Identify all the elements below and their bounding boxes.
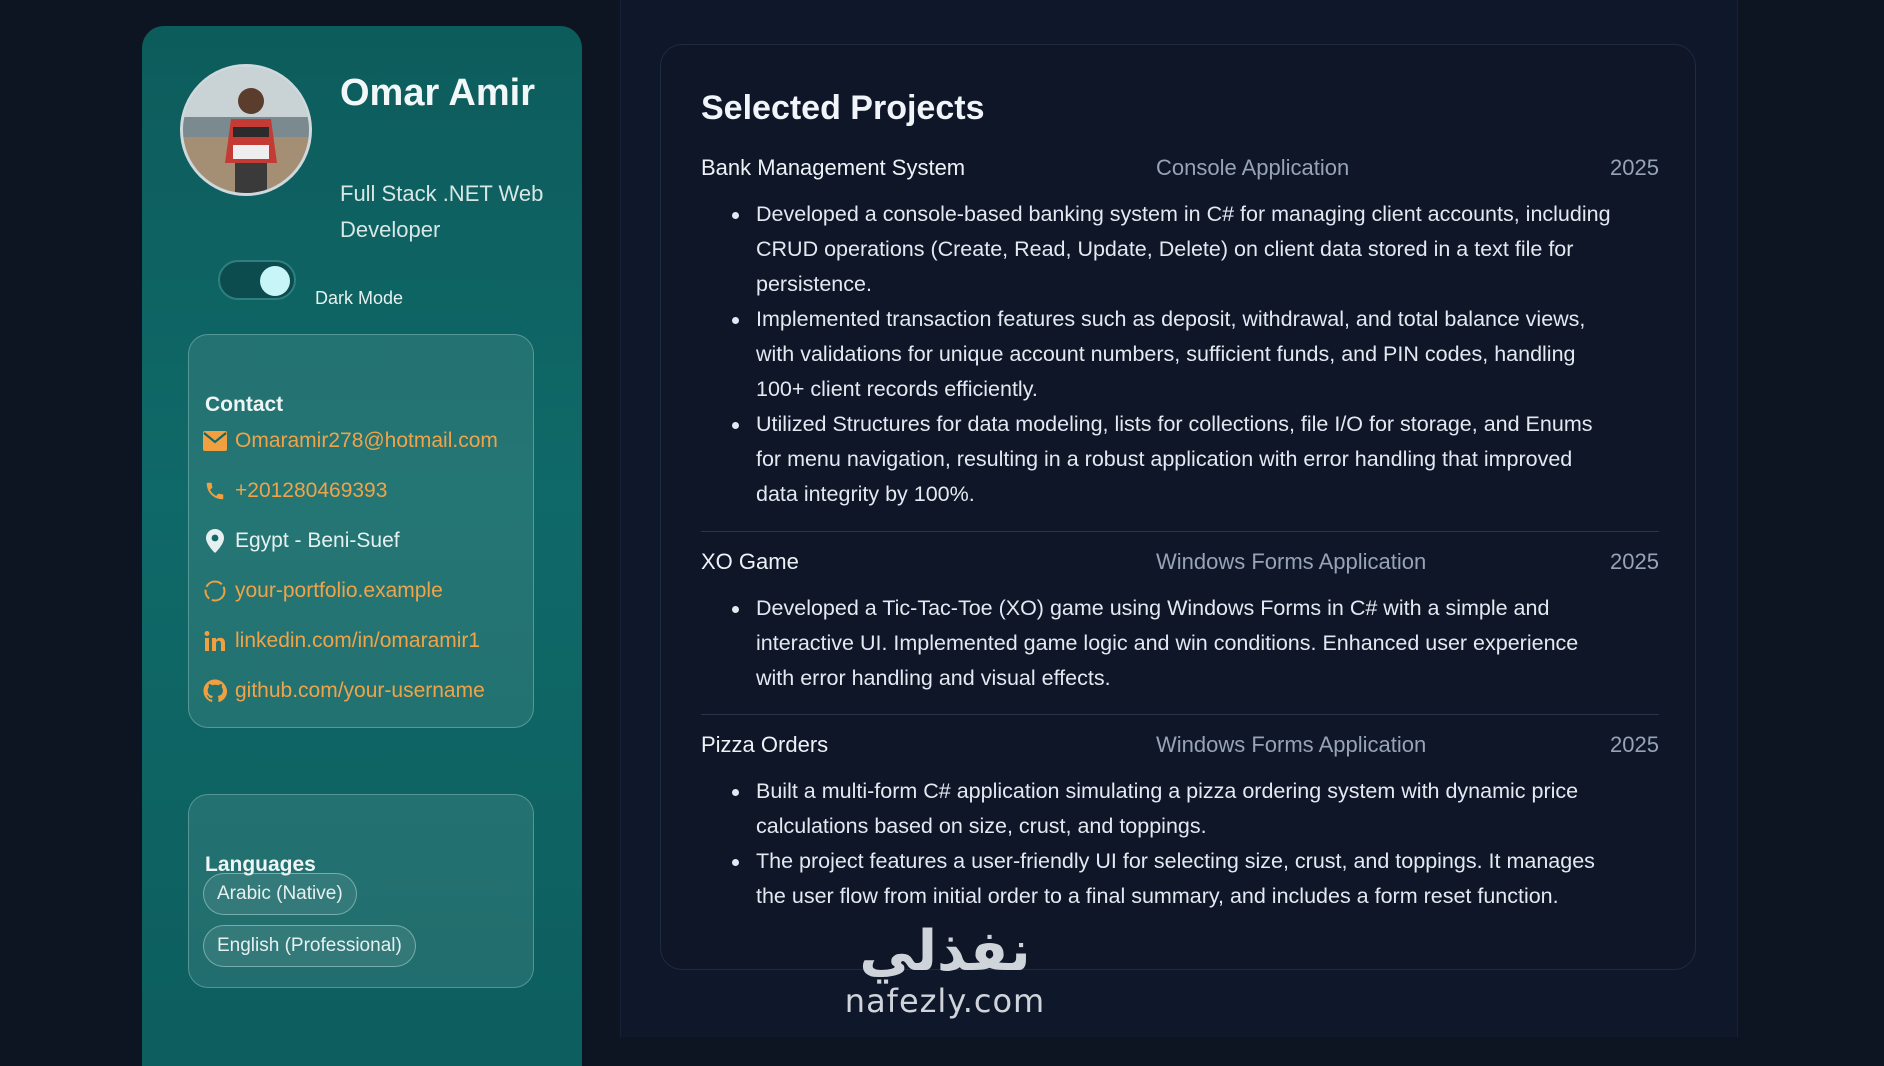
github-icon <box>203 678 227 704</box>
languages-card <box>188 794 534 988</box>
project-type: Windows Forms Application <box>1156 732 1427 757</box>
project-header <box>701 728 1659 762</box>
contact-title: Contact <box>205 393 284 416</box>
project-type: Console Application <box>1156 155 1350 180</box>
contact-portfolio-text: your-portfolio.example <box>235 579 443 602</box>
project-year: 2025 <box>1610 549 1659 574</box>
contact-phone[interactable] <box>203 475 387 507</box>
location-pin-icon <box>203 528 227 554</box>
project-name: Bank Management System <box>701 155 966 180</box>
projects-title: Selected Projects <box>701 89 985 127</box>
project-bullet: Developed a console-based banking system in C# for managing client accounts, including CRUD operations (Create, Read, Update, Delete) on client data stored in a text file for persistence. <box>756 197 1659 302</box>
contact-github[interactable] <box>203 675 485 707</box>
projects-card <box>660 44 1696 970</box>
project-type: Windows Forms Application <box>1156 549 1427 574</box>
dark-mode-toggle-knob <box>260 266 290 296</box>
profile-role: Full Stack .NET Web Developer <box>340 181 544 242</box>
sidebar <box>142 26 582 1066</box>
contact-location-text: Egypt - Beni-Suef <box>235 529 400 552</box>
language-pill-arabic: Arabic (Native) <box>203 873 357 915</box>
contact-phone-text: +201280469393 <box>235 479 388 502</box>
contact-location <box>203 525 400 557</box>
project-divider <box>701 531 1659 532</box>
project-year: 2025 <box>1610 155 1659 180</box>
language-pill-english: English (Professional) <box>203 925 416 967</box>
dark-mode-toggle[interactable] <box>218 260 296 300</box>
project-bullet: Implemented transaction features such as deposit, withdrawal, and total balance views, with validations for unique account numbers, sufficient funds, and PIN codes, handling 100+ client records efficiently. <box>756 302 1659 407</box>
email-icon <box>203 428 227 454</box>
contact-github-text: github.com/your-username <box>235 679 485 702</box>
contact-email-text: Omaramir278@hotmail.com <box>235 429 498 452</box>
watermark-arabic: نفذلي <box>859 919 1031 984</box>
project-divider <box>701 714 1659 715</box>
contact-portfolio[interactable] <box>203 575 443 607</box>
contact-email[interactable] <box>203 425 498 457</box>
watermark-latin: nafezly.com <box>844 982 1046 1020</box>
project-bullet: The project features a user-friendly UI for selecting size, crust, and toppings. It manages the user flow from initial order to a final summary, and includes a form reset function. <box>756 844 1659 914</box>
languages-title: Languages <box>205 853 316 876</box>
project-bullets <box>701 774 1659 914</box>
globe-icon <box>203 578 227 604</box>
project-bullets <box>701 591 1659 696</box>
project-header <box>701 545 1659 579</box>
project-bullets <box>701 197 1659 512</box>
project-bullet: Built a multi-form C# application simulating a pizza ordering system with dynamic price calculations based on size, crust, and toppings. <box>756 774 1659 844</box>
profile-name: Omar Amir <box>340 72 535 114</box>
linkedin-icon <box>203 628 227 654</box>
project-name: XO Game <box>701 549 799 574</box>
contact-linkedin[interactable] <box>203 625 480 657</box>
project-year: 2025 <box>1610 732 1659 757</box>
watermark <box>830 920 1060 1040</box>
contact-card <box>188 334 534 728</box>
dark-mode-label: Dark Mode <box>315 288 404 308</box>
phone-icon <box>203 478 227 504</box>
project-bullet: Utilized Structures for data modeling, lists for collections, file I/O for storage, and Enums for menu navigation, resulting in a robust application with error handling that improved data integrity by 100%. <box>756 407 1659 512</box>
project-pizza-orders <box>701 728 1659 914</box>
project-xo-game <box>701 545 1659 696</box>
project-bank-management <box>701 151 1659 512</box>
avatar-photo-icon <box>183 67 312 196</box>
project-name: Pizza Orders <box>701 732 829 757</box>
project-bullet: Developed a Tic-Tac-Toe (XO) game using Windows Forms in C# with a simple and interactive UI. Implemented game logic and win conditions. Enhanced user experience with error handling and visual effects. <box>756 591 1659 696</box>
avatar <box>180 64 312 196</box>
contact-linkedin-text: linkedin.com/in/omaramir1 <box>235 629 481 652</box>
project-header <box>701 151 1659 185</box>
